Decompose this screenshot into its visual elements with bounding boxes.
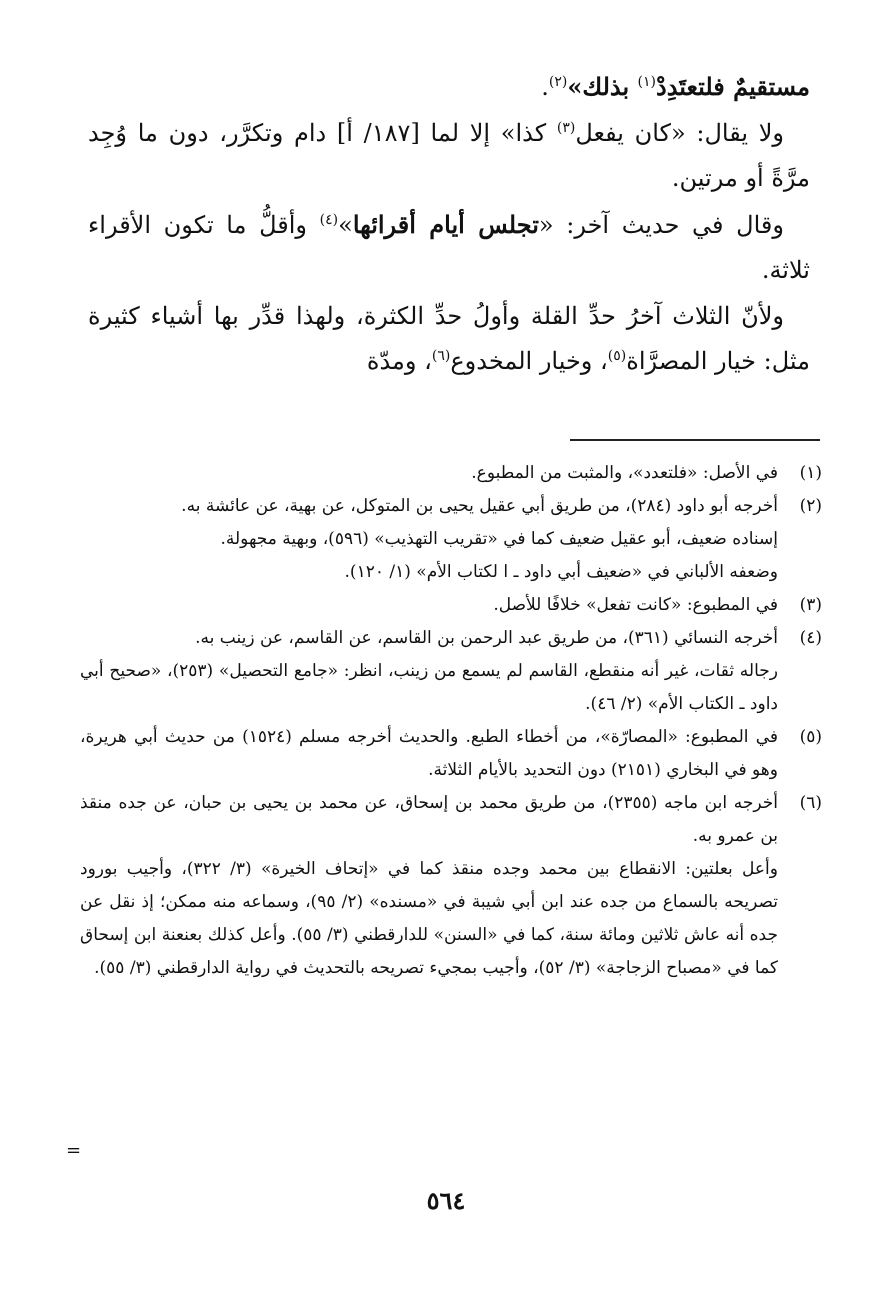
continuation-mark: = xyxy=(66,1140,82,1161)
footnote-line: وضعفه الألباني في «ضعيف أبي داود ـ ا لكتاب الأم» (١/ ١٢٠). xyxy=(344,562,778,582)
text: ولأنّ الثلاث آخرُ حدِّ القلة وأولُ حدِّ الكثرة، ولهذا قدِّر بها أشياء كثيرة مثل: خيار المصرَّاة xyxy=(88,301,810,375)
footnote-number: (٦) xyxy=(799,793,822,813)
footnote-ref-4[interactable]: (٤) xyxy=(319,211,339,228)
footnote-body xyxy=(80,589,778,622)
footnote-ref-6[interactable]: (٦) xyxy=(431,348,451,364)
footnote-line: رجاله ثقات، غير أنه منقطع، القاسم لم يسمع من زينب، انظر: «جامع التحصيل» (٢٥٣)، «صحيح أبي داود ـ الكتاب الأم» (٢/ ٤٦). xyxy=(80,661,778,714)
footnote-number: (٥) xyxy=(799,727,822,747)
footnote-ref-1[interactable]: (١) xyxy=(637,74,657,90)
footnote-number: (١) xyxy=(799,463,822,483)
footnote-body xyxy=(80,490,778,589)
text: ، وخيار المخدوع xyxy=(450,347,608,375)
footnote-line: في المطبوع: «كانت تفعل» خلافًا للأصل. xyxy=(493,595,778,615)
text: وقال في حديث آخر: « xyxy=(538,210,784,239)
footnote-divider xyxy=(570,439,820,441)
footnote-line: أخرجه النسائي (٣٦١)، من طريق عبد الرحمن بن القاسم، عن القاسم، عن زينب به. xyxy=(195,628,778,648)
footnote-line: في المطبوع: «المصارّة»، من أخطاء الطبع. والحديث أخرجه مسلم (١٥٢٤) من حديث أبي هريرة، وهو في البخاري (٢١٥١) دون التحديد بالأيام الثلاثة. xyxy=(80,727,778,780)
footnote-ref-2[interactable]: (٢) xyxy=(548,74,568,90)
footnote-6 xyxy=(80,787,822,985)
footnote-line: إسناده ضعيف، أبو عقيل ضعيف كما في «تقريب التهذيب» (٥٩٦)، وبهية مجهولة. xyxy=(220,529,778,549)
text: » xyxy=(338,210,353,239)
text: ، ومدّة xyxy=(366,347,432,375)
text: وأقلُّ ما تكون الأقراء ثلاثة. xyxy=(88,210,810,284)
footnote-number: (٤) xyxy=(799,628,822,648)
footnote-number: (٣) xyxy=(799,595,822,615)
footnote-body xyxy=(80,721,778,787)
text: كذا» إلا لما [١٨٧/ أ] دام وتكرَّر، دون ما وُجِد مرَّةً أو مرتين. xyxy=(88,118,810,192)
footnote-line: في الأصل: «فلتعدد»، والمثبت من المطبوع. xyxy=(471,463,778,483)
paragraph-4 xyxy=(88,294,810,385)
footnote-body xyxy=(80,457,778,490)
footnotes xyxy=(80,457,822,985)
paragraph-1 xyxy=(88,64,810,111)
footnote-ref-5[interactable]: (٥) xyxy=(607,348,627,364)
footnote-2 xyxy=(80,490,822,589)
footnote-5 xyxy=(80,721,822,787)
main-text xyxy=(88,64,810,385)
footnote-ref-3[interactable]: (٣) xyxy=(556,119,576,136)
text: ولا يقال: «كان يفعل xyxy=(575,118,784,147)
footnote-line: أخرجه أبو داود (٢٨٤)، من طريق أبي عقيل يحيى بن المتوكل، عن بهية، عن عائشة به. xyxy=(181,496,778,516)
footnote-1 xyxy=(80,457,822,490)
text: مستقيمٌ فلتعتَدِدْ xyxy=(656,72,810,101)
footnote-line: وأعل بعلتين: الانقطاع بين محمد وجده منقذ كما في «إتحاف الخيرة» (٣/ ٣٢٢)، وأجيب بورود تصريحه بالسماع من جده عند ابن أبي شيبة في «مسنده» (٢/ ٩٥)، وسماعه منه ممكن؛ إذ نقل عن جده أنه عاش ثلاثين ومائة سنة، كما في «السنن» للدارقطني (٣/ ٥٥). وأعل كذلك بعنعنة ابن إسحاق كما في «مصباح الزجاجة» (٣/ ٥٢)، وأجيب بمجيء تصريحه بالتحديث في رواية الدارقطني (٣/ ٥٥). xyxy=(80,859,778,978)
footnote-line: أخرجه ابن ماجه (٢٣٥٥)، من طريق محمد بن إسحاق، عن محمد بن يحيى بن حبان، عن جده منقذ بن عمرو به. xyxy=(80,793,778,846)
text: . xyxy=(541,73,549,101)
footnote-3 xyxy=(80,589,822,622)
text: بذلك» xyxy=(567,72,638,101)
hadith-quote: تجلس أيام أقرائها xyxy=(352,209,539,239)
footnote-4 xyxy=(80,622,822,721)
footnote-body xyxy=(80,622,778,721)
paragraph-3 xyxy=(88,202,810,294)
paragraph-2 xyxy=(88,111,810,202)
footnote-number: (٢) xyxy=(799,496,822,516)
page-number: ٥٦٤ xyxy=(426,1186,466,1215)
footnote-body xyxy=(80,787,778,985)
